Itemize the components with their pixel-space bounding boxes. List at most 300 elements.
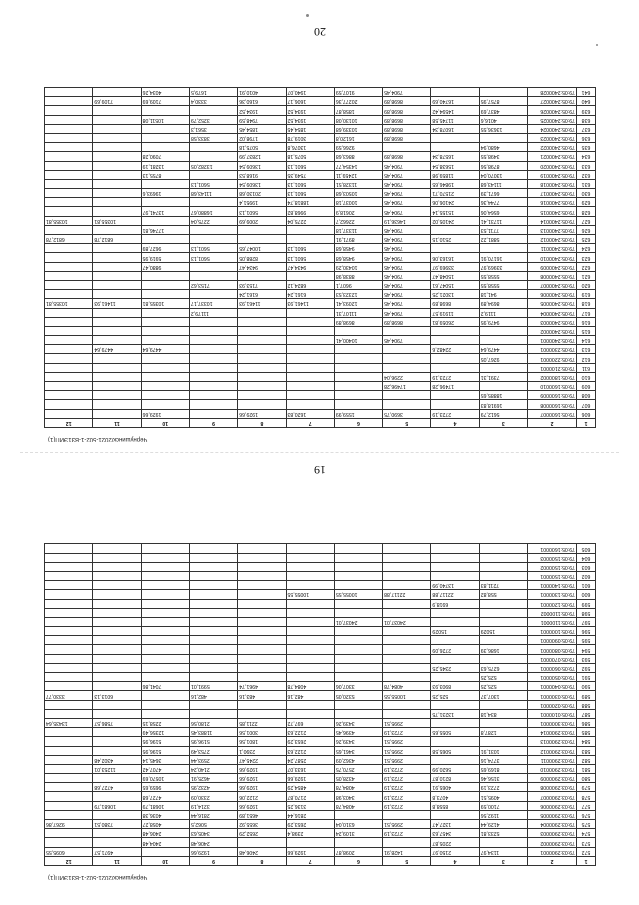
value-cell	[383, 345, 431, 354]
row-number-cell: 590	[577, 682, 596, 691]
cadastral-number-cell: 79:05:2400020	[528, 161, 577, 170]
value-cell	[334, 627, 382, 636]
table-row	[45, 709, 596, 718]
table-row	[45, 617, 596, 626]
table-row	[45, 544, 596, 553]
value-cell	[45, 829, 93, 838]
scan-speck	[306, 14, 309, 17]
value-cell: 12093,41	[334, 299, 382, 308]
value-cell	[141, 198, 189, 207]
cadastral-number-cell: 79:03:2900014	[528, 728, 577, 737]
value-cell	[93, 673, 141, 682]
column-number-cell: 12	[45, 418, 93, 427]
value-cell: 8838,98	[334, 271, 382, 280]
cadastral-number-cell: 79:05:1600007	[528, 409, 577, 418]
column-number-cell: 11	[93, 856, 141, 865]
value-cell: 697,72	[286, 719, 334, 728]
value-cell: 24037,01	[334, 617, 382, 626]
value-cell: 13021,25	[431, 290, 479, 299]
value-cell	[141, 608, 189, 617]
value-cell	[383, 572, 431, 581]
value-cell: 8698,89	[383, 97, 431, 106]
value-cell	[93, 382, 141, 391]
value-cell: 8694,89	[479, 299, 527, 308]
value-cell	[141, 562, 189, 571]
value-cell: 1798,02	[238, 134, 286, 143]
value-cell: 2723,19	[383, 829, 431, 838]
value-cell: 6161,24	[238, 290, 286, 299]
value-cell	[383, 363, 431, 372]
value-cell	[238, 636, 286, 645]
value-cell: 22117,88	[383, 590, 431, 599]
cadastral-number-cell: 79:05:2400009	[528, 262, 577, 271]
cadastral-number-cell: 79:05:2400017	[528, 189, 577, 198]
column-number-cell: 1	[577, 418, 596, 427]
value-cell	[238, 544, 286, 553]
value-cell	[479, 336, 527, 345]
row-number-cell: 602	[577, 572, 596, 581]
value-cell: 11461,93	[286, 299, 334, 308]
value-cell: 13281,19	[141, 161, 189, 170]
row-number-cell: 608	[577, 391, 596, 400]
value-cell: 941,18	[479, 290, 527, 299]
value-cell: 3439,26	[334, 737, 382, 746]
cadastral-number-cell: 79:05:0500001	[528, 673, 577, 682]
value-cell: 1679,5	[189, 88, 237, 97]
value-cell	[141, 363, 189, 372]
value-cell: 17746,81	[141, 225, 189, 234]
table-row	[45, 354, 596, 363]
cadastral-number-cell: 79:03:2900002	[528, 838, 577, 847]
value-cell	[45, 391, 93, 400]
cadastral-number-cell: 79:05:2400013	[528, 225, 577, 234]
value-cell	[334, 372, 382, 381]
value-cell: 1858,87	[334, 106, 382, 115]
value-cell	[189, 617, 237, 626]
value-cell	[93, 792, 141, 801]
value-cell	[431, 617, 479, 626]
value-cell: 22117,88	[431, 590, 479, 599]
value-cell: 1119,2	[479, 308, 527, 317]
value-cell	[334, 810, 382, 819]
value-cell: 8698,89	[334, 317, 382, 326]
value-cell: 10355,81	[45, 299, 93, 308]
cadastral-number-cell: 79:05:2400007	[528, 281, 577, 290]
value-cell: 15155,14	[431, 207, 479, 216]
value-cell	[189, 198, 237, 207]
value-cell: 10047,65	[238, 244, 286, 253]
value-cell: 5075,18	[238, 143, 286, 152]
value-cell: 1934,52	[286, 115, 334, 124]
value-cell: 19693,6	[141, 189, 189, 198]
value-cell: 12323,53	[334, 290, 382, 299]
table-row	[45, 97, 596, 106]
value-cell: 8757,95	[479, 97, 527, 106]
value-cell	[141, 354, 189, 363]
cadastral-number-cell: 79:03:2900005	[528, 810, 577, 819]
row-number-cell: 604	[577, 553, 596, 562]
row-number-cell: 623	[577, 253, 596, 262]
value-cell	[189, 326, 237, 335]
cadastral-table	[44, 543, 596, 866]
value-cell	[93, 253, 141, 262]
value-cell	[45, 562, 93, 571]
value-cell	[45, 409, 93, 418]
value-cell	[189, 709, 237, 718]
value-cell: 1854,45	[286, 124, 334, 133]
cadastral-number-cell: 79:05:2400022	[528, 143, 577, 152]
table-row	[45, 253, 596, 262]
cadastral-number-cell: 79:03:2900003	[528, 829, 577, 838]
value-cell: 5062,5	[189, 820, 237, 829]
value-cell	[93, 372, 141, 381]
value-cell: 2723,19	[431, 409, 479, 418]
cadastral-number-cell: 79:05:2400014	[528, 216, 577, 225]
value-cell: 5612,79	[479, 409, 527, 418]
page-number: 19	[314, 463, 326, 477]
value-cell	[431, 654, 479, 663]
row-number-cell: 634	[577, 152, 596, 161]
value-cell	[45, 372, 93, 381]
value-cell	[45, 682, 93, 691]
value-cell	[93, 617, 141, 626]
cadastral-number-cell: 79:05:1300001	[528, 590, 577, 599]
value-cell	[286, 372, 334, 381]
value-cell: 1686,39	[479, 645, 527, 654]
value-cell	[93, 124, 141, 133]
row-number-cell: 584	[577, 737, 596, 746]
value-cell	[45, 271, 93, 280]
table-row	[45, 382, 596, 391]
value-cell: 7904,45	[383, 235, 431, 244]
row-number-cell: 637	[577, 124, 596, 133]
column-number-cell: 6	[334, 856, 382, 865]
cadastral-number-cell: 79:05:0300001	[528, 691, 577, 700]
value-cell	[93, 317, 141, 326]
value-cell	[479, 88, 527, 97]
value-cell	[189, 645, 237, 654]
value-cell	[93, 728, 141, 737]
value-cell	[93, 134, 141, 143]
value-cell: 22482,6	[431, 345, 479, 354]
table-row	[45, 847, 596, 856]
table-header-row	[45, 856, 596, 865]
value-cell	[238, 645, 286, 654]
value-cell: 7904,45	[383, 207, 431, 216]
value-cell: 7744,36	[479, 198, 527, 207]
value-cell	[238, 709, 286, 718]
row-number-cell: 617	[577, 308, 596, 317]
value-cell: 7711,53	[479, 225, 527, 234]
value-cell	[45, 608, 93, 617]
value-cell	[383, 636, 431, 645]
value-cell	[383, 654, 431, 663]
row-number-cell: 640	[577, 97, 596, 106]
value-cell	[238, 354, 286, 363]
value-cell: 17496,28	[431, 382, 479, 391]
cadastral-number-cell: 79:05:2400011	[528, 244, 577, 253]
cadastral-number-cell: 79:05:2200001	[528, 354, 577, 363]
value-cell	[238, 308, 286, 317]
value-cell: 1031,91	[479, 746, 527, 755]
table-row	[45, 262, 596, 271]
value-cell: 2211,85	[238, 719, 286, 728]
value-cell	[93, 774, 141, 783]
row-number-cell: 578	[577, 792, 596, 801]
value-cell: 9968,82	[286, 207, 334, 216]
value-cell	[93, 290, 141, 299]
value-cell	[286, 326, 334, 335]
value-cell: 1929,66	[189, 847, 237, 856]
value-cell: 4065,91	[431, 783, 479, 792]
table-row	[45, 728, 596, 737]
value-cell: 3001,56	[238, 728, 286, 737]
row-number-cell: 603	[577, 562, 596, 571]
value-cell	[141, 372, 189, 381]
value-cell	[141, 709, 189, 718]
value-cell	[141, 134, 189, 143]
value-cell	[189, 636, 237, 645]
value-cell	[383, 562, 431, 571]
value-cell: 1929,66	[141, 409, 189, 418]
column-number-cell: 8	[238, 418, 286, 427]
value-cell: 5620,99	[431, 764, 479, 773]
row-number-cell: 582	[577, 755, 596, 764]
value-cell	[189, 627, 237, 636]
value-cell: 7904,45	[383, 225, 431, 234]
value-cell	[431, 400, 479, 409]
value-cell	[383, 400, 431, 409]
value-cell	[479, 838, 527, 847]
value-cell	[93, 599, 141, 608]
value-cell: 4479,64	[141, 345, 189, 354]
value-cell	[383, 608, 431, 617]
row-number-cell: 601	[577, 581, 596, 590]
value-cell	[431, 326, 479, 335]
value-cell	[334, 391, 382, 400]
cadastral-number-cell: 79:05:2400027	[528, 97, 577, 106]
value-cell: 2390,1	[238, 746, 286, 755]
value-cell	[45, 673, 93, 682]
cadastral-number-cell: 79:05:1600010	[528, 382, 577, 391]
value-cell	[286, 317, 334, 326]
value-cell	[383, 700, 431, 709]
cadastral-number-cell: 79:05:2400026	[528, 106, 577, 115]
value-cell: 13741,97	[141, 207, 189, 216]
value-cell: 3330,4	[189, 97, 237, 106]
value-cell	[45, 801, 93, 810]
value-cell	[334, 572, 382, 581]
value-cell: 1801,56	[238, 737, 286, 746]
value-cell: 2404,48	[141, 838, 189, 847]
value-cell	[334, 544, 382, 553]
value-cell	[238, 654, 286, 663]
value-cell	[189, 608, 237, 617]
row-number-cell: 581	[577, 764, 596, 773]
value-cell: 5881,22	[479, 235, 527, 244]
value-cell	[45, 106, 93, 115]
value-cell	[93, 636, 141, 645]
value-cell	[93, 207, 141, 216]
value-cell: 11179,2	[189, 308, 237, 317]
value-cell: 5601,13	[286, 189, 334, 198]
value-cell: 6812,78	[93, 235, 141, 244]
value-cell: 20618,9	[334, 207, 382, 216]
value-cell: 7211,83	[479, 581, 527, 590]
table-row	[45, 88, 596, 97]
value-cell	[45, 636, 93, 645]
cadastral-number-cell: 79:03:2900012	[528, 746, 577, 755]
value-cell: 2345,25	[431, 663, 479, 672]
value-cell: 1559,99	[334, 409, 382, 418]
value-cell: 1287,8	[479, 728, 527, 737]
table-row	[45, 691, 596, 700]
value-cell	[45, 709, 93, 718]
value-cell: 1307,37	[479, 691, 527, 700]
value-cell: 4034,26	[141, 88, 189, 97]
value-cell: 3561,3	[189, 124, 237, 133]
value-cell: 2170,87	[286, 792, 334, 801]
value-cell: 7904,45	[383, 179, 431, 188]
value-cell: 4362,09	[334, 755, 382, 764]
value-cell: 3156,46	[479, 774, 527, 783]
value-cell	[431, 225, 479, 234]
value-cell: 2122,63	[286, 728, 334, 737]
value-cell	[189, 354, 237, 363]
column-number-cell: 10	[141, 418, 189, 427]
value-cell: 15047,61	[431, 281, 479, 290]
value-cell	[479, 562, 527, 571]
table-row	[45, 326, 596, 335]
table-row	[45, 553, 596, 562]
value-cell: 7904,45	[383, 198, 431, 207]
value-cell	[189, 581, 237, 590]
value-cell: 558,82	[479, 590, 527, 599]
value-cell	[93, 170, 141, 179]
table-row	[45, 336, 596, 345]
value-cell: 3690,75	[383, 409, 431, 418]
value-cell	[383, 838, 431, 847]
row-number-cell: 626	[577, 225, 596, 234]
value-cell: 4680,94	[479, 143, 527, 152]
value-cell	[286, 581, 334, 590]
value-cell: 8863,68	[334, 152, 382, 161]
row-number-cell: 574	[577, 829, 596, 838]
value-cell: 13740,99	[431, 581, 479, 590]
value-cell: 6310,04	[334, 820, 382, 829]
value-cell: 9607,1	[334, 281, 382, 290]
row-number-cell: 615	[577, 326, 596, 335]
value-cell	[286, 345, 334, 354]
value-cell	[141, 308, 189, 317]
value-cell: 10055,55	[286, 590, 334, 599]
value-cell	[45, 783, 93, 792]
value-cell	[93, 189, 141, 198]
value-cell	[93, 363, 141, 372]
value-cell: 4302,48	[93, 755, 141, 764]
value-cell: 4479,64	[93, 345, 141, 354]
value-cell: 5991,01	[189, 682, 237, 691]
value-cell: 10355,81	[141, 299, 189, 308]
value-cell: 4727,68	[141, 792, 189, 801]
value-cell: 2205,87	[431, 838, 479, 847]
value-cell	[334, 363, 382, 372]
value-cell	[141, 391, 189, 400]
value-cell	[45, 627, 93, 636]
value-cell	[93, 682, 141, 691]
value-cell: 11461,93	[93, 299, 141, 308]
value-cell	[189, 409, 237, 418]
row-number-cell: 639	[577, 106, 596, 115]
value-cell	[383, 553, 431, 562]
value-cell	[45, 225, 93, 234]
value-cell	[431, 700, 479, 709]
value-cell: 4058,27	[141, 820, 189, 829]
value-cell	[141, 673, 189, 682]
row-number-cell: 612	[577, 354, 596, 363]
value-cell: 16078,34	[431, 124, 479, 133]
value-cell	[45, 764, 93, 773]
table-row	[45, 308, 596, 317]
cadastral-number-cell: 79:05:2100001	[528, 363, 577, 372]
column-number-cell: 7	[286, 418, 334, 427]
cadastral-number-cell: 79:03:2900006	[528, 801, 577, 810]
value-cell: 4328,05	[334, 774, 382, 783]
value-cell: 2723,19	[383, 792, 431, 801]
value-cell	[45, 207, 93, 216]
row-number-cell: 588	[577, 700, 596, 709]
cadastral-number-cell: 79:05:2400018	[528, 179, 577, 188]
value-cell: 2140,24	[189, 764, 237, 773]
value-cell	[141, 290, 189, 299]
value-cell: 20277,36	[334, 97, 382, 106]
value-cell	[141, 382, 189, 391]
value-cell: 10570,69	[141, 774, 189, 783]
value-cell	[141, 400, 189, 409]
value-cell	[93, 700, 141, 709]
value-cell: 7090,28	[141, 152, 189, 161]
value-cell	[93, 663, 141, 672]
value-cell	[383, 544, 431, 553]
value-cell	[431, 737, 479, 746]
value-cell: 2258,15	[141, 719, 189, 728]
row-number-cell: 624	[577, 244, 596, 253]
value-cell: 13070,04	[479, 170, 527, 179]
value-cell	[431, 354, 479, 363]
column-number-cell: 2	[528, 418, 577, 427]
cadastral-number-cell: 79:05:1800002	[528, 372, 577, 381]
cadastral-number-cell: 79:05:1500001	[528, 572, 577, 581]
value-cell: 4961,74	[238, 682, 286, 691]
value-cell: 2098,87	[334, 847, 382, 856]
value-cell	[45, 382, 93, 391]
row-number-cell: 622	[577, 262, 596, 271]
value-cell	[431, 608, 479, 617]
value-cell	[45, 590, 93, 599]
cadastral-number-cell: 79:05:0900001	[528, 636, 577, 645]
value-cell	[45, 308, 93, 317]
value-cell	[189, 572, 237, 581]
row-number-cell: 593	[577, 654, 596, 663]
value-cell: 11731,41	[479, 216, 527, 225]
value-cell: 9267,05	[479, 354, 527, 363]
table-row	[45, 572, 596, 581]
value-cell: 13282,05	[189, 161, 237, 170]
value-cell: 8698,89	[383, 106, 431, 115]
value-cell: 1929,66	[286, 847, 334, 856]
value-cell: 1134,97	[479, 847, 527, 856]
value-cell	[334, 700, 382, 709]
